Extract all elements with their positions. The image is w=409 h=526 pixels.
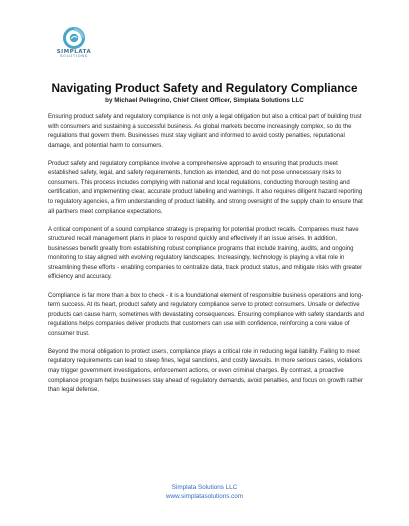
paragraph: Product safety and regulatory compliance involve a comprehensive approach to ensuring that products meet established safety, legal, and safety requirements, function as intended, and do not pose unnecessary risks to consumers. This process includes complying with national and local regulations, conducting thorough testing and certification, and implementing clear, accurate product labeling and warnings. It also requires diligent hazard reporting to regulatory agencies, a firm understanding of product liability, and strong oversight of the supply chain to ensure that all partners meet compliance expectations.	[48, 160, 363, 215]
footer-company: Simplata Solutions LLC	[171, 484, 238, 491]
paragraph: A critical component of a sound compliance strategy is preparing for potential product recalls. Companies must have structured recall management plans in place to respond quickly and effectively if an issue arises. In addition, businesses benefit greatly from establishing robust compliance programs that include training, audits, and ongoing monitoring to stay aligned with evolving regulatory landscapes. Increasingly, technology is playing a vital role in streamlining these efforts - enabling companies to centralize data, track product status, and mitigate risks with greater efficiency and accuracy.	[48, 226, 363, 281]
paragraph: Ensuring product safety and regulatory compliance is not only a legal obligation but also a critical part of building trust with consumers and sustaining a successful business. As global markets become increasingly complex, so do the regulations that govern them. Businesses must stay vigilant and informed to avoid costly penalties, reputational damage, and potential harm to consumers.	[48, 114, 362, 149]
paragraph: Beyond the moral obligation to protect users, compliance plays a critical role in reducing legal liability. Failing to meet regulatory requirements can lead to steep fines, legal sanctions, and costly lawsuits. In more serious cases, violations may trigger government investigations, enforcement actions, or even criminal charges. By contrast, a proactive compliance program helps businesses stay ahead of regulatory demands, avoid penalties, and focus on growth rather than legal defense.	[48, 348, 363, 394]
footer-website-link[interactable]: www.simplatasolutions.com	[166, 493, 243, 500]
logo-name: SIMPLATA	[56, 49, 92, 55]
paragraph: Compliance is far more than a box to check - it is a foundational element of responsible business operations and long-term success. At its heart, product safety and regulatory compliance serve to protect consumers. Unsafe or defective products can cause harm, sometimes with devastating consequences. Ensuring compliance with safety standards and regulations helps companies deliver products that customers can use with confidence, reinforcing a core value of consumer trust.	[48, 292, 364, 337]
company-logo	[51, 27, 97, 59]
article-body	[48, 113, 368, 404]
simplata-logo-icon	[63, 27, 85, 49]
byline: by Michael Pellegrino, Chief Client Officer, Simplata Solutions LLC	[105, 97, 304, 104]
page-title: Navigating Product Safety and Regulatory Compliance	[51, 81, 358, 95]
logo-subtitle: SOLUTIONS	[60, 54, 88, 59]
footer	[0, 483, 409, 501]
